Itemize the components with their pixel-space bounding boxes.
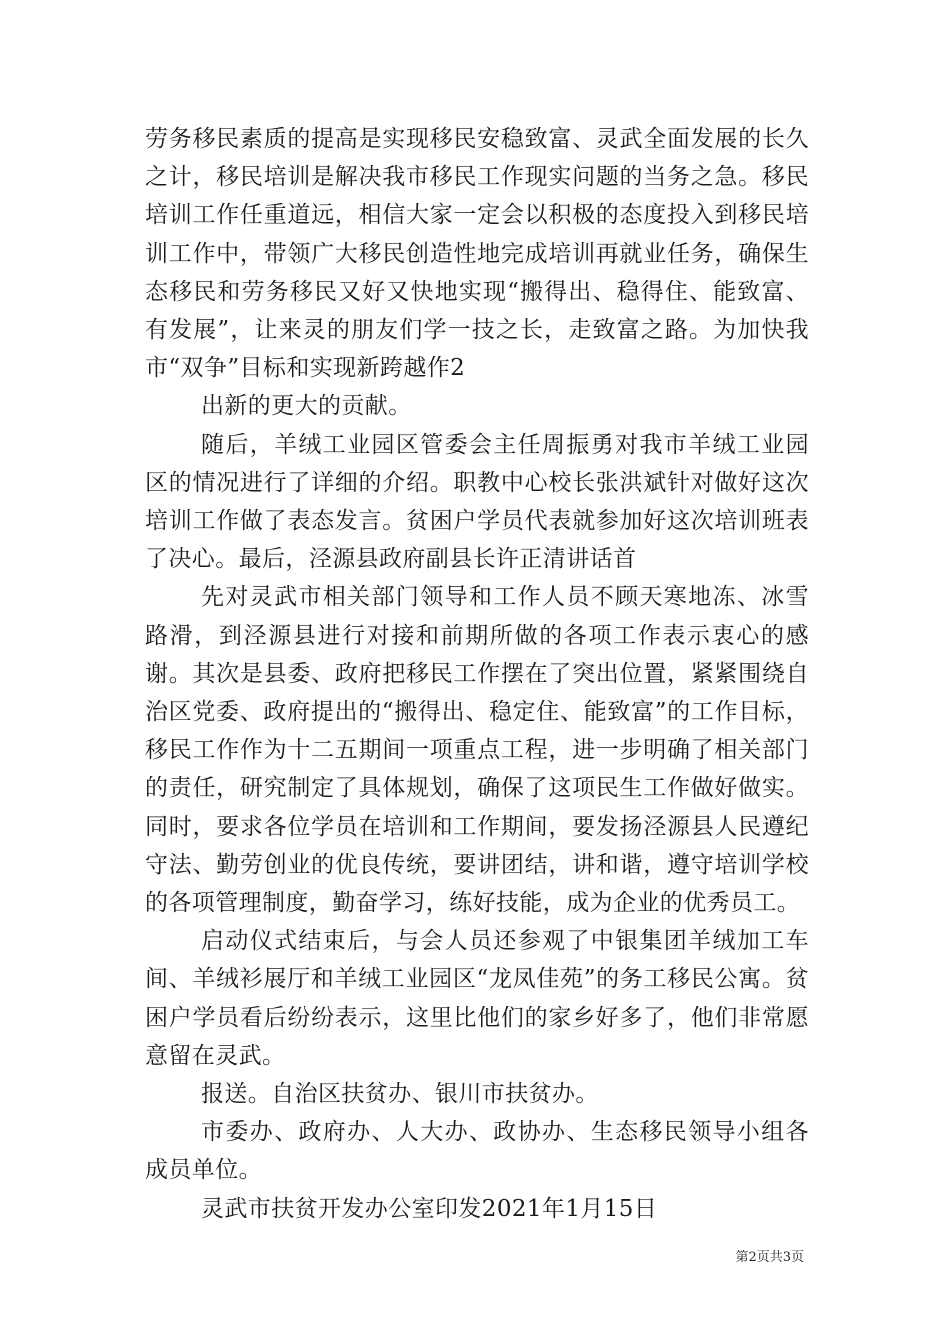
page-number: 第2页共3页 [735,1250,804,1265]
document-body [145,120,809,1228]
paragraph-4: 先对灵武市相关部门领导和工作人员不顾天寒地冻、冰雪路滑，到泾源县进行对接和前期所做的各项工作表示衷心的感谢。其次是县委、政府把移民工作摆在了突出位置，紧紧围绕自治区党委、政府提出的“搬得出、稳定住、能致富”的工作目标，移民工作作为十二五期间一项重点工程，进一步明确了相关部门的责任，研究制定了具体规划，确保了这项民生工作做好做实。同时，要求各位学员在培训和工作期间，要发扬泾源县人民遵纪守法、勤劳创业的优良传统，要讲团结，讲和谐，遵守培训学校的各项管理制度，勤奋学习，练好技能，成为企业的优秀员工。 [145,584,809,917]
paragraph-1: 劳务移民素质的提高是实现移民安稳致富、灵武全面发展的长久之计，移民培训是解决我市移民工作现实问题的当务之急。移民培训工作任重道远，相信大家一定会以积极的态度投入到移民培训工作中，带领广大移民创造性地完成培训再就业任务，确保生态移民和劳务移民又好又快地实现“搬得出、稳得住、能致富、有发展”，让来灵的朋友们学一技之长，走致富之路。为加快我市“双争”目标和实现新跨越作2 [145,126,809,382]
paragraph-7: 市委办、政府办、人大办、政协办、生态移民领导小组各成员单位。 [145,1119,809,1184]
paragraph-5: 启动仪式结束后，与会人员还参观了中银集团羊绒加工车间、羊绒衫展厅和羊绒工业园区“龙凤佳苑”的务工移民公寓。贫困户学员看后纷纷表示，这里比他们的家乡好多了，他们非常愿意留在灵武。 [145,928,809,1069]
paragraph-6: 报送。自治区扶贫办、银川市扶贫办。 [201,1081,599,1108]
paragraph-8: 灵武市扶贫开发办公室印发2021年1月15日 [201,1195,658,1222]
paragraph-2: 出新的更大的贡献。 [201,393,412,420]
paragraph-3: 随后，羊绒工业园区管委会主任周振勇对我市羊绒工业园区的情况进行了详细的介绍。职教中心校长张洪斌针对做好这次培训工作做了表态发言。贫困户学员代表就参加好这次培训班表了决心。最后，泾源县政府副县长许正清讲话首 [145,431,809,573]
